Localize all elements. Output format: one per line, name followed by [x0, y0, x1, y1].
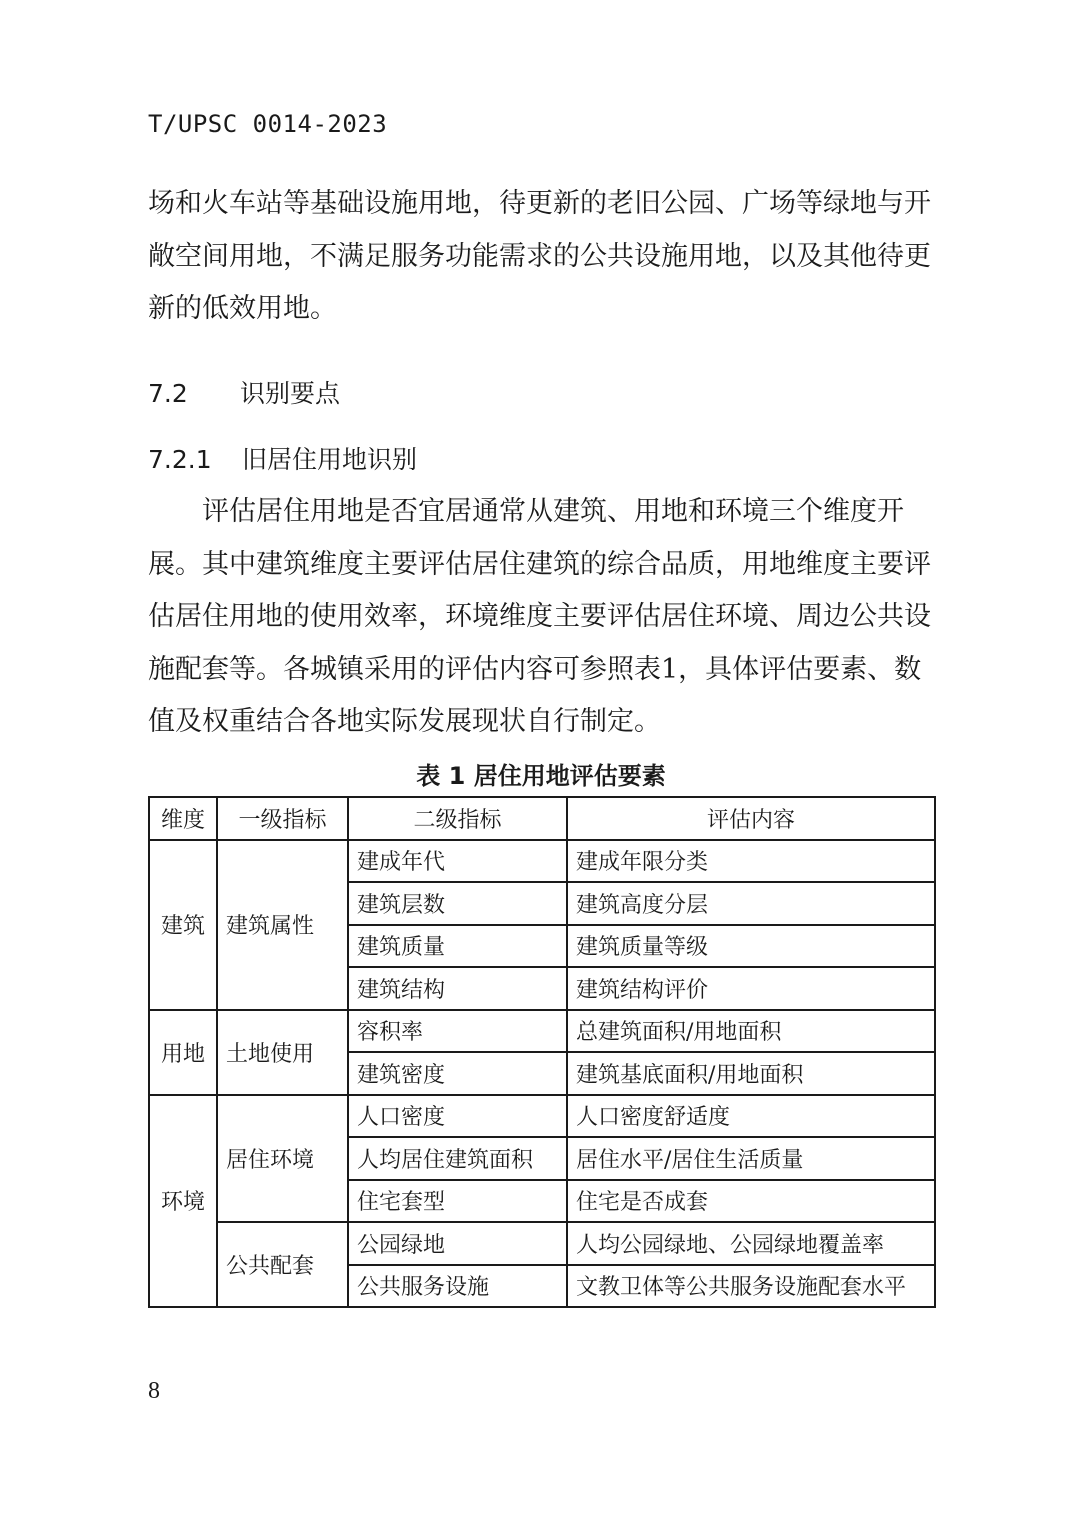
- table-row: [149, 1095, 935, 1138]
- content-cell: 建筑基底面积/用地面积: [567, 1052, 935, 1095]
- content-cell: 建成年限分类: [567, 840, 935, 883]
- level2-cell: 容积率: [348, 1010, 567, 1053]
- content-cell: 住宅是否成套: [567, 1180, 935, 1223]
- level1-cell: 土地使用: [217, 1010, 348, 1095]
- content-cell: 建筑结构评价: [567, 967, 935, 1010]
- header-dimension: 维度: [149, 797, 217, 840]
- subsection-heading: [148, 440, 417, 476]
- content-cell: 总建筑面积/用地面积: [567, 1010, 935, 1053]
- table-caption: 表 1 居住用地评估要素: [416, 762, 666, 790]
- table-row: [149, 1222, 935, 1265]
- evaluation-table: [148, 796, 936, 1308]
- content-cell: 人口密度舒适度: [567, 1095, 935, 1138]
- level2-cell: 人均居住建筑面积: [348, 1137, 567, 1180]
- table-row: [149, 1010, 935, 1053]
- intro-paragraph: 场和火车站等基础设施用地，待更新的老旧公园、广场等绿地与开敞空间用地，不满足服务功能需求的公共设施用地，以及其他待更新的低效用地。: [148, 188, 931, 324]
- content-cell: 人均公园绿地、公园绿地覆盖率: [567, 1222, 935, 1265]
- dimension-cell: 用地: [149, 1010, 217, 1095]
- dimension-cell: 环境: [149, 1095, 217, 1308]
- subsection-title: 旧居住用地识别: [242, 445, 418, 474]
- level1-cell: 建筑属性: [217, 840, 348, 1010]
- level2-cell: 建成年代: [348, 840, 567, 883]
- content-cell: 建筑高度分层: [567, 882, 935, 925]
- header-content: 评估内容: [567, 797, 935, 840]
- level1-cell: 居住环境: [217, 1095, 348, 1223]
- level2-cell: 公园绿地: [348, 1222, 567, 1265]
- table-row: [149, 840, 935, 883]
- section-heading: [148, 374, 340, 410]
- table-header-row: [149, 797, 935, 840]
- header-level2: 二级指标: [348, 797, 567, 840]
- subsection-number: 7.2.1: [148, 445, 212, 474]
- standard-code: T/UPSC 0014-2023: [148, 110, 388, 138]
- level2-cell: 建筑质量: [348, 925, 567, 968]
- level2-cell: 住宅套型: [348, 1180, 567, 1223]
- content-cell: 居住水平/居住生活质量: [567, 1137, 935, 1180]
- level2-cell: 人口密度: [348, 1095, 567, 1138]
- header-level1: 一级指标: [217, 797, 348, 840]
- section-title: 识别要点: [240, 379, 341, 408]
- page-number: 8: [148, 1378, 160, 1404]
- assessment-paragraph: 评估居住用地是否宜居通常从建筑、用地和环境三个维度开展。其中建筑维度主要评估居住建筑的综合品质，用地维度主要评估居住用地的使用效率，环境维度主要评估居住环境、周边公共设施配套等。各城镇采用的评估内容可参照表1，具体评估要素、数值及权重结合各地实际发展现状自行制定。: [148, 496, 931, 737]
- content-cell: 建筑质量等级: [567, 925, 935, 968]
- section-number: 7.2: [148, 379, 188, 408]
- dimension-cell: 建筑: [149, 840, 217, 1010]
- content-cell: 文教卫体等公共服务设施配套水平: [567, 1265, 935, 1308]
- level2-cell: 建筑密度: [348, 1052, 567, 1095]
- level2-cell: 公共服务设施: [348, 1265, 567, 1308]
- level2-cell: 建筑结构: [348, 967, 567, 1010]
- level1-cell: 公共配套: [217, 1222, 348, 1307]
- level2-cell: 建筑层数: [348, 882, 567, 925]
